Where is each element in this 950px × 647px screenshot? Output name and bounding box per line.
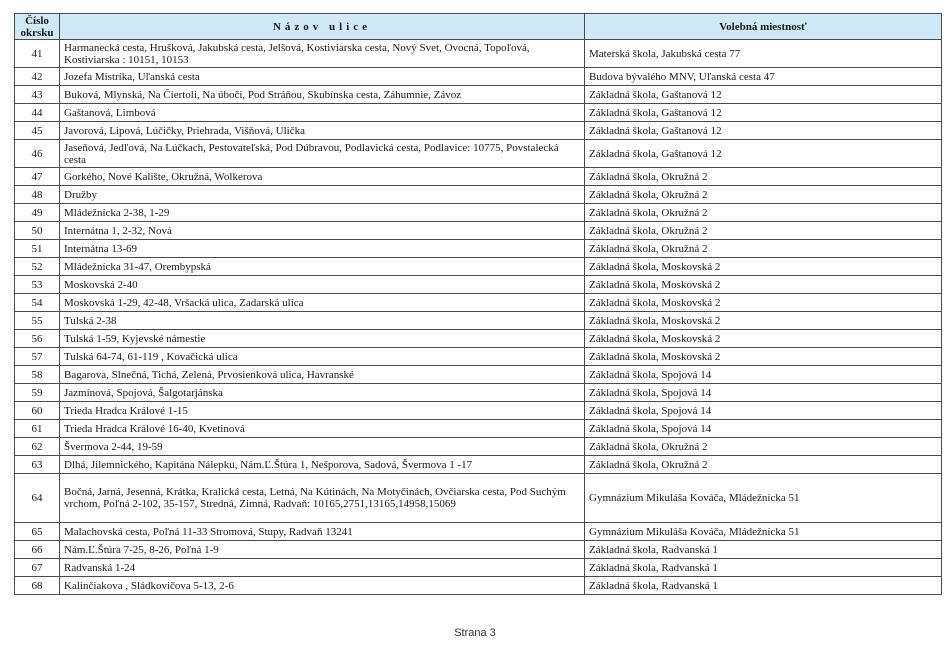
district-number-cell: 53 xyxy=(15,276,60,294)
street-names-cell: Internátna 1, 2-32, Nová xyxy=(60,222,585,240)
header-number-line1: Číslo xyxy=(25,14,49,27)
table-row xyxy=(15,122,942,140)
street-names-cell: Harmanecká cesta, Hrušková, Jakubská cesta, Jelšová, Kostiviarska cesta, Nový Svet, Ovocná, Topoľová, Kostiviarska : 10151, 10153 xyxy=(60,40,585,68)
district-number-cell: 43 xyxy=(15,86,60,104)
street-names-cell: Gaštanová, Limbová xyxy=(60,104,585,122)
page-number: Strana 3 xyxy=(454,627,496,639)
district-number-cell: 66 xyxy=(15,541,60,559)
district-number-cell: 45 xyxy=(15,122,60,140)
table-row xyxy=(15,348,942,366)
table-row xyxy=(15,104,942,122)
district-number-cell: 42 xyxy=(15,68,60,86)
street-names-cell: Kalinčiakova , Sládkovičova 5-13, 2-6 xyxy=(60,577,585,595)
polling-room-cell: Základná škola, Moskovská 2 xyxy=(585,312,942,330)
polling-room-cell: Gymnázium Mikuláša Kováča, Mládežnícka 51 xyxy=(585,474,942,523)
table-row xyxy=(15,222,942,240)
district-number-cell: 58 xyxy=(15,366,60,384)
table-row xyxy=(15,474,942,523)
table-row xyxy=(15,294,942,312)
street-names-cell: Jazmínová, Spojová, Šalgotarjánska xyxy=(60,384,585,402)
table-row xyxy=(15,68,942,86)
polling-room-cell: Základná škola, Okružná 2 xyxy=(585,240,942,258)
table-row xyxy=(15,40,942,68)
polling-room-cell: Základná škola, Okružná 2 xyxy=(585,438,942,456)
district-number-cell: 52 xyxy=(15,258,60,276)
street-names-cell: Javorová, Lipová, Lúčičky, Priehrada, Višňová, Ulička xyxy=(60,122,585,140)
street-names-cell: Tulská 1-59, Kyjevské námestie xyxy=(60,330,585,348)
polling-room-cell: Základná škola, Moskovská 2 xyxy=(585,276,942,294)
table-row xyxy=(15,523,942,541)
header-polling-room: Volebná miestnosť xyxy=(585,14,942,40)
table-row xyxy=(15,456,942,474)
district-number-cell: 68 xyxy=(15,577,60,595)
district-number-cell: 64 xyxy=(15,474,60,523)
polling-room-cell: Základná škola, Spojová 14 xyxy=(585,384,942,402)
polling-room-cell: Základná škola, Moskovská 2 xyxy=(585,330,942,348)
street-names-cell: Trieda Hradca Králové 16-40, Kvetinová xyxy=(60,420,585,438)
polling-room-cell: Základná škola, Spojová 14 xyxy=(585,420,942,438)
street-names-cell: Internátna 13-69 xyxy=(60,240,585,258)
polling-room-cell: Základná škola, Okružná 2 xyxy=(585,186,942,204)
header-number-line2: okrsku xyxy=(20,26,54,39)
district-number-cell: 41 xyxy=(15,40,60,68)
street-names-cell: Radvanská 1-24 xyxy=(60,559,585,577)
polling-room-cell: Základná škola, Gaštanová 12 xyxy=(585,104,942,122)
district-number-cell: 49 xyxy=(15,204,60,222)
district-number-cell: 60 xyxy=(15,402,60,420)
street-names-cell: Buková, Mlynská, Na Čiertoli, Na úbočí, Pod Stráňou, Skubínska cesta, Záhumnie, Závoz xyxy=(60,86,585,104)
street-names-cell: Nám.Ľ.Štúra 7-25, 8-26, Poľná 1-9 xyxy=(60,541,585,559)
district-number-cell: 44 xyxy=(15,104,60,122)
district-number-cell: 55 xyxy=(15,312,60,330)
table-row xyxy=(15,577,942,595)
street-names-cell: Jaseňová, Jedľová, Na Lúčkach, Pestovateľská, Pod Dúbravou, Podlavická cesta, Podlavice: 10775, Povstalecká cesta xyxy=(60,140,585,168)
district-number-cell: 50 xyxy=(15,222,60,240)
polling-room-cell: Základná škola, Gaštanová 12 xyxy=(585,140,942,168)
table-row xyxy=(15,276,942,294)
street-names-cell: Mládežnícka 2-38, 1-29 xyxy=(60,204,585,222)
table-row xyxy=(15,86,942,104)
table-row xyxy=(15,186,942,204)
polling-districts-table xyxy=(14,13,942,595)
table-row xyxy=(15,384,942,402)
table-row xyxy=(15,168,942,186)
district-number-cell: 51 xyxy=(15,240,60,258)
district-number-cell: 67 xyxy=(15,559,60,577)
district-number-cell: 62 xyxy=(15,438,60,456)
district-number-cell: 56 xyxy=(15,330,60,348)
header-district-number xyxy=(15,14,60,40)
district-number-cell: 61 xyxy=(15,420,60,438)
street-names-cell: Tulská 2-38 xyxy=(60,312,585,330)
district-number-cell: 54 xyxy=(15,294,60,312)
polling-room-cell: Základná škola, Radvanská 1 xyxy=(585,541,942,559)
district-number-cell: 65 xyxy=(15,523,60,541)
street-names-cell: Mládežnícka 31-47, Orembурská xyxy=(60,258,585,276)
district-number-cell: 59 xyxy=(15,384,60,402)
street-names-cell: Moskovská 2-40 xyxy=(60,276,585,294)
polling-room-cell: Základná škola, Radvanská 1 xyxy=(585,577,942,595)
polling-room-cell: Základná škola, Radvanská 1 xyxy=(585,559,942,577)
polling-room-cell: Základná škola, Okružná 2 xyxy=(585,456,942,474)
street-names-cell: Gorkého, Nové Kalište, Okružná, Wolkerova xyxy=(60,168,585,186)
street-names-cell: Trieda Hradca Králové 1-15 xyxy=(60,402,585,420)
street-names-cell: Bagarova, Slnečná, Tichá, Zelená, Prvosienková ulica, Havranské xyxy=(60,366,585,384)
table-row xyxy=(15,438,942,456)
street-names-cell: Malachovská cesta, Poľná 11-33 Stromová, Stupy, Radvaň 13241 xyxy=(60,523,585,541)
table-row xyxy=(15,312,942,330)
header-street-name: Názov ulice xyxy=(60,14,585,40)
polling-room-cell: Základná škola, Spojová 14 xyxy=(585,402,942,420)
district-number-cell: 47 xyxy=(15,168,60,186)
polling-room-cell: Základná škola, Okružná 2 xyxy=(585,204,942,222)
street-names-cell: Moskovská 1-29, 42-48, Vršacká ulica, Zadarská ulica xyxy=(60,294,585,312)
district-number-cell: 57 xyxy=(15,348,60,366)
polling-room-cell: Základná škola, Spojová 14 xyxy=(585,366,942,384)
table-header-row xyxy=(15,14,942,40)
polling-room-cell: Základná škola, Okružná 2 xyxy=(585,222,942,240)
polling-room-cell: Základná škola, Gaštanová 12 xyxy=(585,86,942,104)
polling-room-cell: Budova bývalého MNV, Uľanská cesta 47 xyxy=(585,68,942,86)
polling-room-cell: Základná škola, Moskovská 2 xyxy=(585,258,942,276)
polling-room-cell: Základná škola, Gaštanová 12 xyxy=(585,122,942,140)
polling-room-cell: Základná škola, Moskovská 2 xyxy=(585,348,942,366)
street-names-cell: Bočná, Jarná, Jesenná, Krátka, Kralická cesta, Letná, Na Kútinách, Na Motyčinách, Ovčiarska cesta, Pod Suchým vrchom, Poľná 2-102, 35-157, Stredná, Zimná, Radvaň: 10165,2751,13165,14958,15069 xyxy=(60,474,585,523)
table-row xyxy=(15,140,942,168)
table-row xyxy=(15,559,942,577)
polling-room-cell: Základná škola, Moskovská 2 xyxy=(585,294,942,312)
street-names-cell: Tulská 64-74, 61-119 , Kovačická ulica xyxy=(60,348,585,366)
table-row xyxy=(15,420,942,438)
table-row xyxy=(15,366,942,384)
table-row xyxy=(15,541,942,559)
polling-room-cell: Základná škola, Okružná 2 xyxy=(585,168,942,186)
polling-room-cell: Materská škola, Jakubská cesta 77 xyxy=(585,40,942,68)
district-number-cell: 63 xyxy=(15,456,60,474)
street-names-cell: Dlhá, Jilemnického, Kapitána Nálepku, Nám.Ľ.Štúra 1, Nešporova, Sadová, Švermova 1 -17 xyxy=(60,456,585,474)
street-names-cell: Švermova 2-44, 19-59 xyxy=(60,438,585,456)
table-row xyxy=(15,204,942,222)
street-names-cell: Jozefa Mistríka, Uľanská cesta xyxy=(60,68,585,86)
district-number-cell: 46 xyxy=(15,140,60,168)
table-row xyxy=(15,330,942,348)
polling-room-cell: Gymnázium Mikuláša Kováča, Mládežnícka 51 xyxy=(585,523,942,541)
table-row xyxy=(15,240,942,258)
table-row xyxy=(15,402,942,420)
district-number-cell: 48 xyxy=(15,186,60,204)
table-row xyxy=(15,258,942,276)
street-names-cell: Družby xyxy=(60,186,585,204)
